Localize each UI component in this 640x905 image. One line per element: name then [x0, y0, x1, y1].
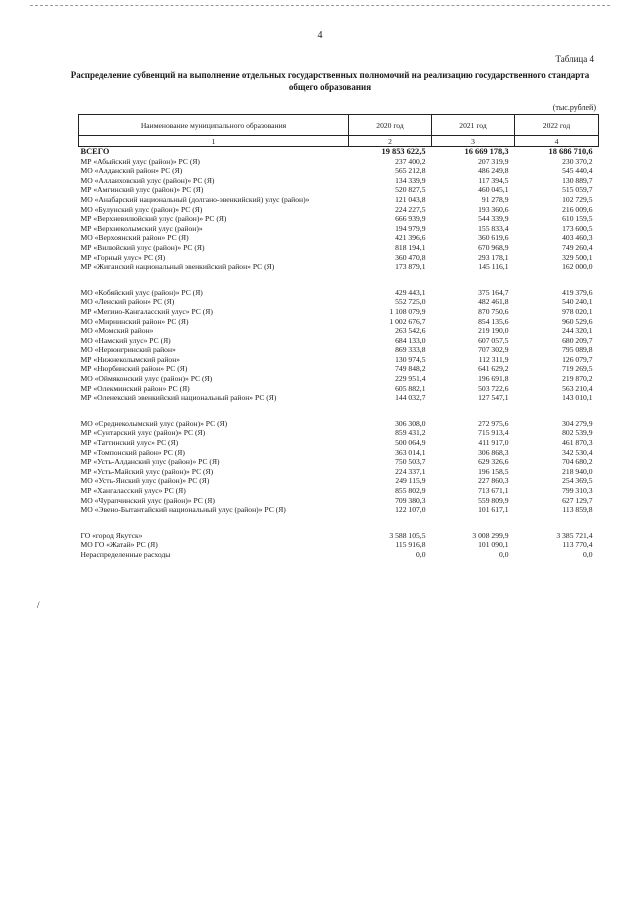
municipality-name-cell: МО «Усть-Янский улус (район)» РС (Я)	[80, 476, 210, 486]
value-2022-cell: 563 210,4	[562, 383, 593, 393]
value-2020-cell: 0,0	[416, 549, 426, 559]
table-row	[79, 438, 599, 448]
value-2021-cell: 411 917,0	[478, 438, 509, 448]
column-number: 4	[515, 136, 599, 147]
municipality-name-cell: МО «Нерюнгринский район»	[80, 345, 176, 355]
value-2021-cell: 503 722,6	[478, 383, 509, 393]
value-2020-cell: 121 043,8	[395, 194, 426, 204]
table-row	[79, 384, 599, 394]
table-row	[79, 531, 599, 541]
value-2022-cell: 244 320,1	[562, 326, 593, 336]
header-2020: 2020 год	[349, 115, 432, 136]
municipality-name-cell: МР «Мегино-Кангаласский улус» РС (Я)	[80, 306, 213, 316]
value-2020-cell: 605 882,1	[395, 383, 426, 393]
municipality-name-cell: МР «Сунтарский улус (район)» РС (Я)	[80, 428, 206, 438]
table-row	[79, 540, 599, 550]
value-2020-cell: 194 979,9	[395, 223, 426, 233]
municipality-name-cell: МР «Олекминский район» РС (Я)	[80, 383, 190, 393]
value-2020-cell: 134 339,9	[395, 175, 426, 185]
value-2022-cell: 540 240,1	[562, 297, 593, 307]
table-row	[79, 419, 599, 429]
value-2021-cell: 715 913,4	[478, 428, 509, 438]
value-2021-cell: 272 975,6	[478, 418, 509, 428]
value-2022-cell: 113 859,8	[562, 505, 593, 515]
total-2020: 19 853 622,5	[381, 147, 426, 156]
value-2022-cell: 627 129,7	[562, 495, 593, 505]
value-2021-cell: 207 319,9	[478, 156, 509, 166]
table-row	[79, 253, 599, 263]
total-row	[79, 147, 599, 157]
value-2021-cell: 3 008 299,9	[472, 530, 509, 540]
value-2020-cell: 855 802,9	[395, 486, 426, 495]
table-row	[79, 205, 599, 215]
value-2020-cell: 750 503,7	[395, 457, 426, 467]
value-2021-cell: 127 547,1	[478, 393, 509, 403]
value-2020-cell: 263 542,6	[395, 326, 426, 336]
value-2022-cell: 960 529,6	[562, 316, 593, 326]
value-2021-cell: 112 311,9	[478, 354, 509, 364]
table-row	[79, 476, 599, 486]
value-2020-cell: 237 400,2	[395, 156, 426, 166]
group-spacer	[79, 515, 599, 531]
table-row	[79, 288, 599, 298]
value-2021-cell: 559 809,9	[478, 495, 509, 505]
total-label: ВСЕГО	[80, 147, 110, 156]
municipality-name-cell: МР «Хангаласский улус» РС (Я)	[80, 486, 186, 495]
municipality-name-cell: МО «Ленский район» РС (Я)	[80, 297, 175, 307]
value-2021-cell: 155 833,4	[478, 223, 509, 233]
table-row	[79, 393, 599, 403]
value-2022-cell: 329 500,1	[562, 252, 593, 262]
value-2022-cell: 545 440,4	[562, 166, 593, 176]
value-2022-cell: 3 385 721,4	[556, 530, 593, 540]
value-2021-cell: 293 178,1	[478, 252, 509, 262]
header-2021: 2021 год	[432, 115, 515, 136]
municipality-name-cell: МО «Среднеколымский улус (район)» РС (Я)	[80, 418, 228, 428]
value-2021-cell: 670 968,9	[478, 242, 509, 252]
table-row	[79, 224, 599, 234]
municipality-name-cell: МО «Эвено-Бытантайский национальный улус (район)» РС (Я)	[80, 505, 286, 515]
column-number: 3	[432, 136, 515, 147]
value-2020-cell: 249 115,9	[395, 476, 426, 486]
municipality-name-cell: МО «Момский район»	[80, 326, 154, 336]
value-2020-cell: 115 916,8	[395, 540, 426, 550]
municipality-name-cell: МР «Горный улус» РС (Я)	[80, 252, 166, 262]
value-2020-cell: 429 443,1	[395, 287, 426, 297]
table-row	[79, 195, 599, 205]
table-row	[79, 185, 599, 195]
municipality-name-cell: МР «Нижнеколымский район»	[80, 354, 181, 364]
unit-note: (тыс.рублей)	[552, 103, 596, 112]
table-label: Таблица 4	[555, 54, 594, 64]
value-2021-cell: 101 090,1	[478, 540, 509, 550]
value-2022-cell: 680 209,7	[562, 335, 593, 345]
value-2020-cell: 363 014,1	[395, 447, 426, 457]
value-2022-cell: 749 260,4	[562, 242, 593, 252]
value-2022-cell: 219 870,2	[562, 374, 593, 384]
municipality-name-cell: МР «Нюрбинский район» РС (Я)	[80, 364, 188, 374]
value-2020-cell: 130 974,5	[395, 354, 426, 364]
municipality-name-cell: ГО «город Якутск»	[80, 530, 143, 540]
value-2020-cell: 869 333,8	[395, 345, 426, 355]
group-spacer	[79, 272, 599, 288]
value-2021-cell: 117 394,5	[478, 175, 509, 185]
value-2020-cell: 500 064,9	[395, 438, 426, 448]
value-2020-cell: 749 848,2	[395, 364, 426, 374]
municipality-name-cell: МО «Оймяконский улус (район)» РС (Я)	[80, 374, 213, 384]
value-2021-cell: 713 671,1	[478, 486, 509, 495]
document-title: Распределение субвенций на выполнение отдельных государственных полномочий на реализацию государственного стандарта общего образования	[70, 70, 590, 92]
header-row	[79, 115, 599, 136]
municipality-name-cell: МО «Намский улус» РС (Я)	[80, 335, 171, 345]
table-row	[79, 243, 599, 253]
table-row	[79, 374, 599, 384]
value-2020-cell: 224 337,1	[395, 466, 426, 476]
value-2020-cell: 859 431,2	[395, 428, 426, 438]
municipality-name-cell: МР «Оленекский эвенкийский национальный район» РС (Я)	[80, 393, 277, 403]
value-2022-cell: 173 600,5	[562, 223, 593, 233]
value-2021-cell: 607 057,5	[478, 335, 509, 345]
value-2022-cell: 704 680,2	[562, 457, 593, 467]
table-body	[79, 147, 599, 560]
value-2021-cell: 91 278,9	[481, 194, 509, 204]
value-2022-cell: 461 870,3	[562, 438, 593, 448]
municipality-name-cell: МО «Чурапчинский улус (район)» РС (Я)	[80, 495, 215, 505]
table-row	[79, 345, 599, 355]
value-2022-cell: 130 889,7	[562, 175, 593, 185]
value-2020-cell: 3 588 105,5	[389, 530, 426, 540]
municipality-name-cell: МО «Булунский улус (район)» РС (Я)	[80, 204, 203, 214]
table-row	[79, 550, 599, 560]
municipality-name-cell: Нераспределенные расходы	[80, 549, 171, 559]
value-2022-cell: 162 000,0	[562, 262, 593, 272]
municipality-name-cell: МР «Верхневилюйский улус (район)» РС (Я)	[80, 214, 227, 224]
table-row	[79, 496, 599, 506]
municipality-name-cell: МО «Аллаиховский улус (район)» РС (Я)	[80, 175, 215, 185]
municipality-name-cell: МР «Усть-Майский улус (район)» РС (Я)	[80, 466, 214, 476]
value-2021-cell: 486 249,8	[478, 166, 509, 176]
value-2022-cell: 610 159,5	[562, 214, 593, 224]
value-2022-cell: 113 770,4	[562, 540, 593, 550]
group-spacer	[79, 403, 599, 419]
municipality-name-cell: МР «Усть-Алданский улус (район)» РС (Я)	[80, 457, 220, 467]
value-2022-cell: 403 460,3	[562, 233, 593, 243]
value-2021-cell: 629 326,6	[478, 457, 509, 467]
page-number: 4	[317, 30, 323, 41]
table-row	[79, 355, 599, 365]
column-number: 1	[79, 136, 349, 147]
value-2021-cell: 707 302,9	[478, 345, 509, 355]
value-2022-cell: 0,0	[583, 549, 593, 559]
table-row	[79, 297, 599, 307]
municipality-name-cell: МО ГО «Жатай» РС (Я)	[80, 540, 158, 550]
municipality-name-cell: МР «Верхнеколымский улус (район)»	[80, 223, 203, 233]
value-2021-cell: 375 164,7	[478, 287, 509, 297]
value-2021-cell: 193 360,6	[478, 204, 509, 214]
value-2020-cell: 520 827,5	[395, 185, 426, 195]
value-2021-cell: 145 116,1	[478, 262, 509, 272]
column-number: 2	[349, 136, 432, 147]
value-2020-cell: 173 879,1	[395, 262, 426, 272]
value-2020-cell: 421 396,6	[395, 233, 426, 243]
total-2022: 18 686 710,6	[548, 147, 593, 156]
value-2021-cell: 219 190,0	[478, 326, 509, 336]
table-row	[79, 166, 599, 176]
value-2022-cell: 216 009,6	[562, 204, 593, 214]
value-2021-cell: 854 135,6	[478, 316, 509, 326]
value-2022-cell: 304 279,9	[562, 418, 593, 428]
municipality-name-cell: МР «Томпонский район» РС (Я)	[80, 447, 185, 457]
value-2020-cell: 818 194,1	[395, 242, 426, 252]
value-2021-cell: 870 750,6	[478, 306, 509, 316]
table-row	[79, 326, 599, 336]
municipality-name-cell: МО «Анабарский национальный (долгано-эвенкийский) улус (район)»	[80, 194, 310, 204]
header-municipality: Наименование муниципального образования	[79, 115, 349, 136]
municipality-name-cell: МО «Мирнинский район» РС (Я)	[80, 316, 189, 326]
value-2021-cell: 196 691,8	[478, 374, 509, 384]
value-2022-cell: 978 020,1	[562, 306, 593, 316]
value-2022-cell: 342 530,4	[562, 447, 593, 457]
municipality-name-cell: МР «Жиганский национальный эвенкийский район» РС (Я)	[80, 262, 275, 272]
table-row	[79, 428, 599, 438]
municipality-name-cell: МР «Вилюйский улус (район)» РС (Я)	[80, 242, 205, 252]
table-row	[79, 307, 599, 317]
value-2020-cell: 224 227,5	[395, 204, 426, 214]
total-2021: 16 669 178,3	[464, 147, 509, 156]
table-row	[79, 486, 599, 496]
value-2022-cell: 795 089,8	[562, 345, 593, 355]
value-2020-cell: 709 380,3	[395, 495, 426, 505]
value-2021-cell: 196 158,5	[478, 466, 509, 476]
value-2022-cell: 102 729,5	[562, 194, 593, 204]
value-2022-cell: 143 010,1	[562, 393, 593, 403]
value-2020-cell: 552 725,0	[395, 297, 426, 307]
table-row	[79, 364, 599, 374]
value-2021-cell: 482 461,8	[478, 297, 509, 307]
value-2021-cell: 460 045,1	[478, 185, 509, 195]
value-2020-cell: 306 308,0	[395, 418, 426, 428]
value-2022-cell: 230 370,2	[562, 156, 593, 166]
margin-mark: /	[37, 600, 40, 610]
value-2020-cell: 684 133,0	[395, 335, 426, 345]
table-row	[79, 505, 599, 515]
value-2020-cell: 1 108 079,9	[389, 306, 426, 316]
value-2022-cell: 515 059,7	[562, 185, 593, 195]
municipality-name-cell: МО «Верхоянский район» РС (Я)	[80, 233, 189, 243]
value-2021-cell: 641 629,2	[478, 364, 509, 374]
value-2021-cell: 544 339,9	[478, 214, 509, 224]
table-row	[79, 176, 599, 186]
municipality-name-cell: МО «Кобяйский улус (район)» РС (Я)	[80, 287, 203, 297]
value-2022-cell: 799 310,3	[562, 486, 593, 495]
municipality-name-cell: МР «Абыйский улус (район)» РС (Я)	[80, 156, 200, 166]
municipality-name-cell: МР «Таттинский улус» РС (Я)	[80, 438, 179, 448]
value-2022-cell: 419 379,6	[562, 287, 593, 297]
table-row	[79, 448, 599, 458]
header-2022: 2022 год	[515, 115, 599, 136]
municipality-name-cell: МР «Амгинский улус (район)» РС (Я)	[80, 185, 204, 195]
value-2022-cell: 802 539,9	[562, 428, 593, 438]
table-row	[79, 233, 599, 243]
value-2020-cell: 666 939,9	[395, 214, 426, 224]
value-2020-cell: 229 951,4	[395, 374, 426, 384]
municipality-name-cell: МО «Алданский район» РС (Я)	[80, 166, 183, 176]
value-2020-cell: 144 032,7	[395, 393, 426, 403]
column-number-row	[79, 136, 599, 147]
value-2021-cell: 0,0	[499, 549, 509, 559]
table-row	[79, 262, 599, 272]
value-2021-cell: 227 860,3	[478, 476, 509, 486]
value-2020-cell: 1 002 676,7	[389, 316, 426, 326]
value-2022-cell: 218 940,0	[562, 466, 593, 476]
value-2021-cell: 306 868,3	[478, 447, 509, 457]
subvention-table	[78, 114, 599, 560]
value-2020-cell: 122 107,0	[395, 505, 426, 515]
table-row	[79, 467, 599, 477]
value-2020-cell: 360 470,8	[395, 252, 426, 262]
value-2022-cell: 254 369,5	[562, 476, 593, 486]
value-2022-cell: 719 269,5	[562, 364, 593, 374]
value-2020-cell: 565 212,8	[395, 166, 426, 176]
value-2022-cell: 126 079,7	[562, 354, 593, 364]
table-row	[79, 457, 599, 467]
table-row	[79, 214, 599, 224]
page-top-rule	[30, 5, 610, 6]
value-2021-cell: 360 619,6	[478, 233, 509, 243]
table-row	[79, 336, 599, 346]
table-row	[79, 317, 599, 327]
table-row	[79, 157, 599, 167]
value-2021-cell: 101 617,1	[478, 505, 509, 515]
